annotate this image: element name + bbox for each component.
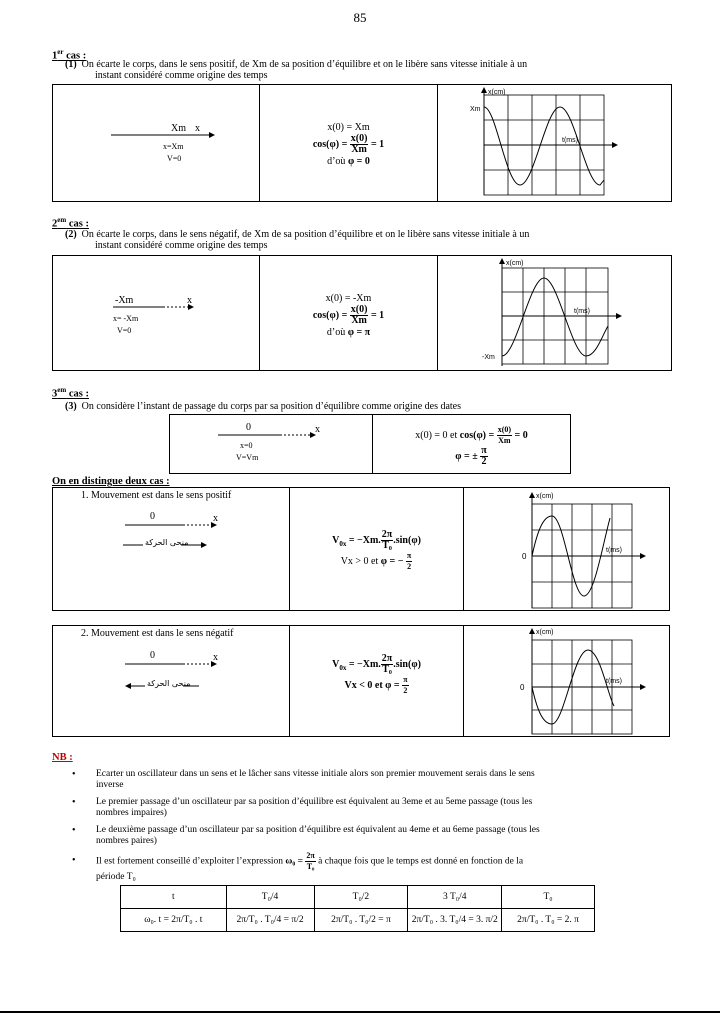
case2-eq1: x(0) = -Xm bbox=[325, 293, 372, 304]
case2-equations bbox=[260, 292, 437, 339]
sub1-eq1: $V_{0x} = -Xm$. $\frac{2\pi}{\text{T₀}}$ .sin(φ) bbox=[332, 529, 421, 551]
case1-graph-xm: Xm bbox=[470, 106, 481, 113]
case3-heading: $3^{em}$ cas : bbox=[52, 386, 89, 400]
table-cell: T₀/4 bbox=[226, 886, 314, 909]
sub1-table bbox=[52, 487, 670, 611]
nb-item-4: Il est fortement conseillé d’exploiter l’expression ω₀ = $\frac{2\pi}{\text{T₀}}$ à chaque fois que le temps est donné en fonction de la période T₀ bbox=[96, 851, 524, 882]
case1-table bbox=[52, 84, 672, 202]
table-cell: 2π/T₀ . T₀/2 = π bbox=[314, 909, 408, 932]
omega-table-row-time bbox=[121, 886, 595, 909]
sub1-graph bbox=[464, 488, 669, 613]
case3-equations bbox=[373, 425, 570, 467]
sub2-table bbox=[52, 625, 670, 737]
sub2-x-label: x bbox=[213, 652, 218, 663]
case2-velocity: V=0 bbox=[117, 326, 132, 335]
sub1-title: 1. Mouvement est dans le sens positif bbox=[81, 490, 232, 501]
sub1-eq2: Vx > 0 et φ = − $\frac{\pi}{2}$ bbox=[340, 551, 412, 571]
omega-table-row-phase bbox=[121, 909, 595, 932]
case1-axis-drawing bbox=[53, 85, 259, 201]
case1-graph-svg bbox=[438, 85, 672, 201]
case3-description: (3) On considère l’instant de passage du corps par sa position d’équilibre comme origine des dates bbox=[65, 401, 462, 412]
sub1-graph-tlabel: t(ms) bbox=[606, 547, 622, 554]
nb-item-2: Le premier passage d’un oscillateur par sa position d’équilibre est équivalent au 3eme et au 5eme passage (tous les nombres impaires) bbox=[96, 797, 533, 818]
table-cell: 3 T₀/4 bbox=[408, 886, 502, 909]
case1-eq1: x(0) = Xm bbox=[327, 122, 370, 133]
case1-graph-tlabel: t(ms) bbox=[562, 137, 578, 144]
case3-position: x=0 bbox=[240, 441, 253, 450]
sub1-arabic-direction: منحى الحركة bbox=[145, 538, 189, 547]
table-cell: 2π/T₀ . T₀ = 2. π bbox=[502, 909, 595, 932]
page-number: 85 bbox=[353, 10, 367, 25]
case1-heading: 1er cas : bbox=[52, 48, 87, 62]
case2-graph-xm: -Xm bbox=[482, 354, 495, 361]
case3-eq2: φ = ± $\frac{\pi}{2}$ bbox=[455, 445, 487, 467]
case3-velocity: V=Vm bbox=[236, 453, 259, 462]
sub2-graph-zero: 0 bbox=[520, 683, 525, 692]
case1-position: x=Xm bbox=[163, 142, 184, 151]
footer-rule bbox=[0, 1011, 720, 1013]
sub2-zero-label: 0 bbox=[150, 650, 155, 661]
nb-bullet-4: • bbox=[72, 855, 76, 866]
table-cell: t bbox=[121, 886, 227, 909]
case3-diagram bbox=[170, 415, 372, 473]
distinguish-heading: On en distingue deux cas : bbox=[52, 476, 170, 487]
table-cell: 2π/T₀ . T₀/4 = π/2 bbox=[226, 909, 314, 932]
sub1-equations bbox=[290, 530, 463, 572]
sub1-graph-zero: 0 bbox=[522, 552, 527, 561]
nb-bullet-1: • bbox=[72, 769, 76, 780]
sub1-axis-drawing bbox=[53, 488, 289, 610]
case2-description: (2) On écarte le corps, dans le sens négatif, de Xm de sa position d’équilibre et on le libère sans vitesse initiale à un instant considéré comme origine des temps bbox=[65, 229, 530, 251]
sub2-eq1: $V_{0x} = -Xm$. $\frac{2\pi}{\text{T₀}}$ .sin(φ) bbox=[332, 653, 421, 675]
case1-xm-label: Xm bbox=[171, 123, 186, 134]
case3-zero-label: 0 bbox=[246, 422, 251, 433]
case2-graph-svg bbox=[438, 256, 672, 370]
case1-eq2: cos(φ) = $\frac{x(0)}{Xm}$ = 1 bbox=[312, 133, 385, 155]
sub2-title: 2. Mouvement est dans le sens négatif bbox=[81, 628, 234, 639]
sub1-x-label: x bbox=[213, 513, 218, 524]
case1-eq3: d’où φ = 0 bbox=[327, 156, 370, 167]
case2-xm-label: -Xm bbox=[115, 295, 134, 306]
table-cell: 2π/T₀ . 3. T₀/4 = 3. π/2 bbox=[408, 909, 502, 932]
case2-heading: $2^{em}$ cas : bbox=[52, 216, 89, 230]
sub1-zero-label: 0 bbox=[150, 511, 155, 522]
case2-axis-drawing bbox=[53, 256, 259, 370]
sub1-graph-ylabel: x(cm) bbox=[536, 493, 554, 500]
sub2-graph-tlabel: t(ms) bbox=[606, 678, 622, 685]
case1-x-label: x bbox=[195, 123, 200, 134]
sub2-graph-ylabel: x(cm) bbox=[536, 629, 554, 636]
sub2-eq2: Vx < 0 et φ = $\frac{\pi}{2}$ bbox=[344, 675, 408, 695]
case3-eq1: x(0) = 0 et cos(φ) = $\frac{x(0)}{Xm}$ = 0 bbox=[415, 425, 528, 445]
case1-diagram bbox=[53, 85, 259, 201]
table-cell: ω₀. t = 2π/T₀ . t bbox=[121, 909, 227, 932]
sub2-arabic-direction: منحى الحركة bbox=[147, 679, 191, 688]
case1-equations bbox=[260, 121, 437, 168]
case2-graph-ylabel: x(cm) bbox=[506, 260, 524, 267]
nb-title: NB : bbox=[52, 752, 73, 763]
case2-table bbox=[52, 255, 672, 371]
nb-bullet-3: • bbox=[72, 825, 76, 836]
case2-diagram bbox=[53, 256, 259, 370]
nb-item-1: Ecarter un oscillateur dans un sens et le lâcher sans vitesse initiale alors son premier mouvement serais dans le sens inverse bbox=[96, 769, 535, 790]
nb-item-3: Le deuxième passage d’un oscillateur par sa position d’équilibre est équivalent au 4eme et au 6eme passage (tous les nombres paires) bbox=[96, 825, 540, 846]
case1-description: (1) On écarte le corps, dans le sens positif, de Xm de sa position d’équilibre et on le libère sans vitesse initiale à un instant considéré comme origine des temps bbox=[65, 59, 528, 81]
case3-axis-drawing bbox=[170, 415, 372, 473]
case2-graph-tlabel: t(ms) bbox=[574, 308, 590, 315]
nb-bullet-2: • bbox=[72, 797, 76, 808]
sub2-graph bbox=[464, 626, 669, 739]
case2-eq3: d’où φ = π bbox=[326, 327, 371, 338]
case3-table bbox=[169, 414, 571, 474]
case1-velocity: V=0 bbox=[167, 154, 182, 163]
sub2-graph-svg bbox=[464, 626, 669, 736]
case1-graph-ylabel: x(cm) bbox=[488, 89, 506, 96]
omega-table bbox=[120, 885, 595, 932]
case2-eq2: cos(φ) = $\frac{x(0)}{Xm}$ = 1 bbox=[312, 304, 385, 326]
case2-x-label: x bbox=[187, 295, 192, 306]
case2-graph bbox=[438, 256, 672, 373]
sub1-graph-svg bbox=[464, 488, 669, 610]
case3-x-label: x bbox=[315, 424, 320, 435]
case2-position: x= -Xm bbox=[113, 314, 139, 323]
sub2-equations bbox=[290, 654, 463, 696]
case1-graph bbox=[438, 85, 672, 204]
table-cell: T₀ bbox=[502, 886, 595, 909]
table-cell: T₀/2 bbox=[314, 886, 408, 909]
